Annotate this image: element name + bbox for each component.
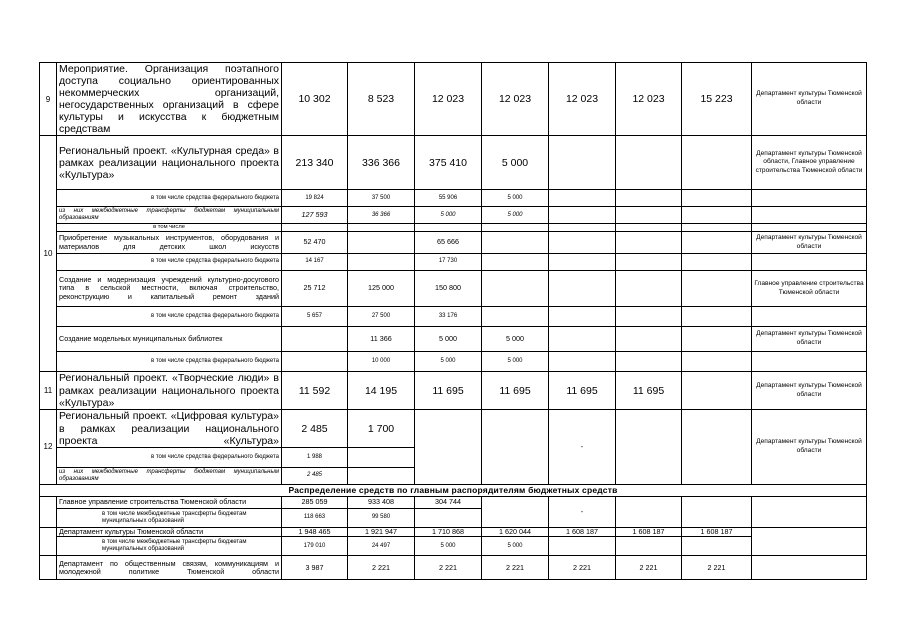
activity-name: Создание и модернизация учреждений культурно-досугового типа в сельской местности, включая строительство, реконструкцию и капитальный ремонт зданий [57, 271, 282, 307]
activity-name: Региональный проект. «Творческие люди» в рамках реализации национального проекта «Культура» [57, 372, 282, 410]
value-cell: 12 023 [415, 63, 482, 136]
value-cell: 285 059 [282, 497, 348, 509]
value-cell: 1 608 187 [549, 528, 616, 537]
table-row-10 [40, 136, 867, 190]
table-row [40, 556, 867, 580]
value-cell: 10 000 [348, 352, 415, 372]
table-row [40, 190, 867, 207]
sub-label: в том числе средства федерального бюджета [57, 190, 282, 207]
empty-cell [682, 136, 752, 190]
table-row [40, 537, 867, 556]
sub-label: из них межбюджетные трансферты бюджетам муниципальным образованиям [57, 207, 282, 224]
value-cell: 179 010 [282, 537, 348, 556]
value-cell: 11 695 [616, 372, 682, 410]
table-row [40, 271, 867, 307]
table-row [40, 254, 867, 271]
value-cell: 11 592 [282, 372, 348, 410]
empty-cell [682, 410, 752, 485]
dash-cell: - [549, 410, 616, 485]
value-cell: 11 366 [348, 327, 415, 352]
value-cell: 11 695 [482, 372, 549, 410]
row-number: 9 [40, 63, 57, 136]
value-cell: 1 988 [282, 448, 348, 468]
value-cell: 12 023 [549, 63, 616, 136]
value-cell: 5 000 [415, 352, 482, 372]
value-cell: 5 000 [482, 327, 549, 352]
responsible-org: Департамент культуры Тюменской области [752, 232, 867, 254]
value-cell: 375 410 [415, 136, 482, 190]
row-number: 11 [40, 372, 57, 410]
value-cell: 304 744 [415, 497, 482, 509]
responsible-org: Департамент культуры Тюменской области [752, 372, 867, 410]
value-cell: 5 000 [415, 207, 482, 224]
value-cell: 17 730 [415, 254, 482, 271]
value-cell: 12 023 [482, 63, 549, 136]
value-cell: 2 485 [282, 468, 348, 485]
org-name: Департамент по общественным связям, коммуникациям и молодежной политике Тюменской области [57, 556, 282, 580]
value-cell: 25 712 [282, 271, 348, 307]
table-row [40, 352, 867, 372]
sub-label: в том числе средства федерального бюджета [57, 254, 282, 271]
responsible-org: Департамент культуры Тюменской области [752, 410, 867, 485]
value-cell: 2 221 [549, 556, 616, 580]
budget-table [39, 62, 867, 580]
value-cell: 933 408 [348, 497, 415, 509]
activity-name: Приобретение музыкальных инструментов, оборудования и материалов для детских школ искусств [57, 232, 282, 254]
value-cell: 52 470 [282, 232, 348, 254]
activity-name: Создание модельных муниципальных библиотек [57, 327, 282, 352]
value-cell: 14 195 [348, 372, 415, 410]
section-header-row [40, 485, 867, 497]
row-number: 12 [40, 410, 57, 485]
value-cell: 5 657 [282, 307, 348, 327]
sub-label: в том числе средства федерального бюджета [57, 448, 282, 468]
activity-name: Региональный проект. «Культурная среда» в рамках реализации национального проекта «Культура» [57, 136, 282, 190]
value-cell: 24 497 [348, 537, 415, 556]
responsible-org: Департамент культуры Тюменской области [752, 327, 867, 352]
sub-label: из них межбюджетные трансферты бюджетам муниципальным образованиям [57, 468, 282, 485]
value-cell: 10 302 [282, 63, 348, 136]
value-cell: 27 500 [348, 307, 415, 327]
row-number: 10 [40, 136, 57, 372]
value-cell: 2 221 [348, 556, 415, 580]
value-cell: 8 523 [348, 63, 415, 136]
value-cell: 2 221 [682, 556, 752, 580]
value-cell: 2 221 [616, 556, 682, 580]
value-cell: 1 710 868 [415, 528, 482, 537]
value-cell: 5 000 [415, 537, 482, 556]
table-row [40, 224, 867, 232]
table-row-12 [40, 410, 867, 448]
value-cell: 2 221 [415, 556, 482, 580]
empty-cell [616, 136, 682, 190]
table-row-9 [40, 63, 867, 136]
empty-cell [616, 410, 682, 485]
value-cell: 19 824 [282, 190, 348, 207]
table-row-11 [40, 372, 867, 410]
value-cell: 1 921 947 [348, 528, 415, 537]
value-cell: 5 000 [415, 327, 482, 352]
value-cell: 37 500 [348, 190, 415, 207]
sub-label: в том числе средства федерального бюджета [57, 307, 282, 327]
value-cell: 3 987 [282, 556, 348, 580]
empty-cell [482, 410, 549, 485]
value-cell: 33 176 [415, 307, 482, 327]
sub-label: в том числе [57, 224, 282, 232]
value-cell: 55 906 [415, 190, 482, 207]
empty-cell [549, 136, 616, 190]
value-cell: 15 223 [682, 63, 752, 136]
table-row [40, 327, 867, 352]
value-cell: 1 948 465 [282, 528, 348, 537]
table-row [40, 528, 867, 537]
table-row [40, 232, 867, 254]
value-cell: 11 695 [549, 372, 616, 410]
responsible-org: Департамент культуры Тюменской области, Главное управление строительства Тюменской области [752, 136, 867, 190]
value-cell: 125 000 [348, 271, 415, 307]
value-cell: 99 580 [348, 509, 415, 528]
value-cell: 127 593 [282, 207, 348, 224]
activity-name: Региональный проект. «Цифровая культура» в рамках реализации национального проекта «Культура» [57, 410, 282, 448]
value-cell: 65 666 [415, 232, 482, 254]
value-cell: 2 485 [282, 410, 348, 448]
value-cell: 5 000 [482, 136, 549, 190]
value-cell: 1 608 187 [616, 528, 682, 537]
table-row [40, 207, 867, 224]
sub-label: в том числе средства федерального бюджета [57, 352, 282, 372]
section-header: Распределение средств по главным распорядителям бюджетных средств [40, 485, 867, 497]
activity-name: Мероприятие. Организация поэтапного доступа социально ориентированных некоммерческих организаций, негосударственных организаций в сфере культуры и искусства к бюджетным средствам [57, 63, 282, 136]
value-cell: 213 340 [282, 136, 348, 190]
value-cell: 5 000 [482, 207, 549, 224]
value-cell: 1 700 [348, 410, 415, 448]
value-cell: 1 608 187 [682, 528, 752, 537]
table-row [40, 307, 867, 327]
sub-label: в том числе межбюджетные трансферты бюджетам муниципальных образований [57, 537, 282, 556]
value-cell: 336 366 [348, 136, 415, 190]
value-cell: 11 695 [415, 372, 482, 410]
value-cell: 36 366 [348, 207, 415, 224]
responsible-org: Главное управление строительства Тюменской области [752, 271, 867, 307]
empty-cell [415, 410, 482, 485]
sub-label: в том числе межбюджетные трансферты бюджетам муниципальных образований [57, 509, 282, 528]
value-cell: 2 221 [482, 556, 549, 580]
value-cell: 5 000 [482, 537, 549, 556]
value-cell: 14 167 [282, 254, 348, 271]
table-row [40, 497, 867, 509]
value-cell: 118 663 [282, 509, 348, 528]
org-name: Главное управление строительства Тюменской области [57, 497, 282, 509]
org-name: Департамент культуры Тюменской области [57, 528, 282, 537]
value-cell: 5 000 [482, 190, 549, 207]
value-cell: 5 000 [482, 352, 549, 372]
dash-cell: - [549, 497, 616, 528]
value-cell: 1 620 044 [482, 528, 549, 537]
value-cell: 150 800 [415, 271, 482, 307]
value-cell: 12 023 [616, 63, 682, 136]
responsible-org: Департамент культуры Тюменской области [752, 63, 867, 136]
